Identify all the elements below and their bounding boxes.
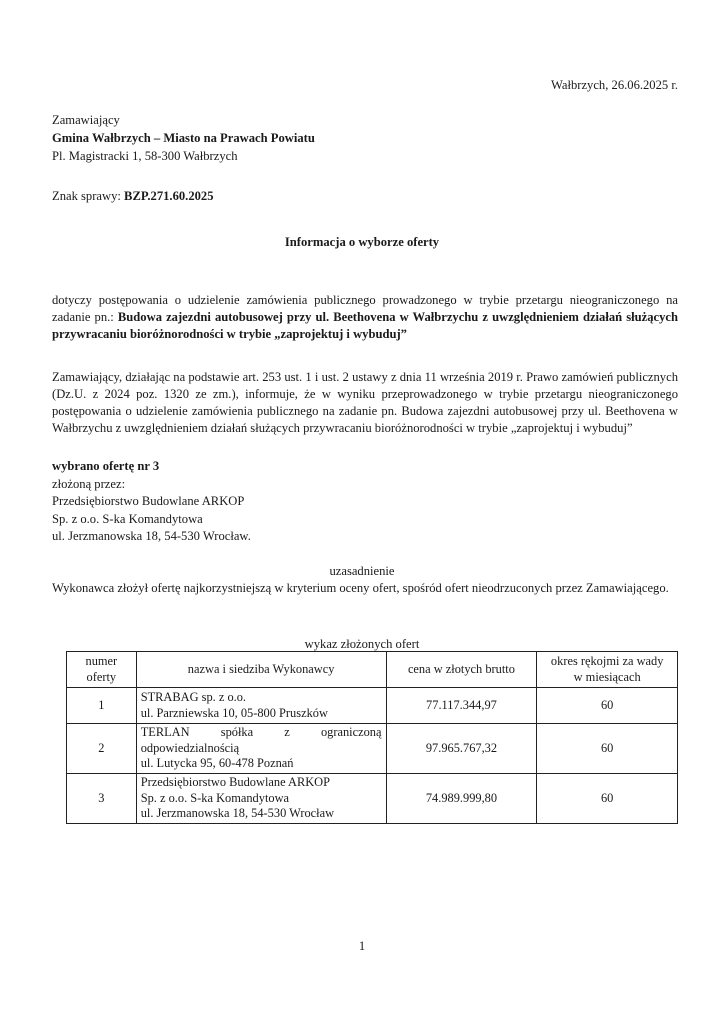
contractor-name-word: ograniczoną [320,725,382,740]
selected-offer: wybrano ofertę nr 3 [52,459,160,473]
offer-number: 3 [67,774,137,824]
case-ref-value: BZP.271.60.2025 [124,189,214,203]
orderer-address: Pl. Magistracki 1, 58-300 Wałbrzych [52,149,238,163]
contractor-name-word: spółka [220,725,254,740]
contractor-name-line1 [141,725,382,741]
document-heading: Informacja o wyborze oferty [284,235,440,249]
header-warranty [537,652,678,688]
case-ref-label: Znak sprawy: [52,189,125,203]
contractor-name-word: z [284,725,290,740]
header-price: cena w złotych brutto [386,652,537,688]
table-row [67,724,678,774]
contractor-name-line2: odpowiedzialnością [140,740,240,755]
contractor-name-line2: Sp. z o.o. S-ka Komandytowa [140,790,290,805]
offers-table [66,651,678,824]
header-number-line2: oferty [86,669,117,684]
header-offer-number [67,652,137,688]
contractor-address: ul. Jerzmanowska 18, 54-530 Wrocław [140,806,335,821]
offer-price: 77.117.344,97 [386,688,537,724]
offer-number: 2 [67,724,137,774]
winner-address: ul. Jerzmanowska 18, 54-530 Wrocław. [52,529,251,543]
table-row [67,774,678,824]
subject-lead: dotyczy postępowania o udzielenie zamówienia publicznego prowadzonego w trybie przetargu nieograniczonego na zadanie pn.: [52,293,678,324]
orderer-name: Gmina Wałbrzych – Miasto na Prawach Powiatu [52,131,315,145]
table-row [67,688,678,724]
offer-price: 97.965.767,32 [386,724,537,774]
subject-title: Budowa zajezdni autobusowej przy ul. Beethovena w Wałbrzychu z uwzględnieniem działań służących przywracaniu bioróżnorodności w trybie „zaprojektuj i wybuduj” [52,310,678,341]
offer-warranty: 60 [537,688,678,724]
contractor-name-word: TERLAN [140,725,190,740]
contractor-cell [136,724,386,774]
offers-table-header [67,652,678,688]
orderer-block [52,112,315,166]
contractor-address: ul. Lutycka 95, 60-478 Poznań [140,756,294,771]
justification-label: uzasadnienie [329,564,395,578]
offer-number: 1 [67,688,137,724]
header-warranty-line2: w miesiącach [573,669,641,684]
contractor-cell [136,688,386,724]
justification-text: Wykonawca złożył ofertę najkorzystniejszą w kryterium oceny ofert, spośród ofert nieodrzuconych przez Zamawiającego. [52,581,669,595]
decision-text: Zamawiający, działając na podstawie art. 253 ust. 1 i ust. 2 ustawy z dnia 11 września 2019 r. Prawo zamówień publicznych (Dz.U. z 2024 poz. 1320 ze zm.), informuje, że w wyniku przeprowadzonego w trybie przetargu nieograniczonego postępowania o udzielenie zamówienia publicznego na zadanie pn. Budowa zajezdni autobusowej przy ul. Beethovena w Wałbrzychu z uwzględnieniem działań służących przywracaniu bioróżnorodności w trybie „zaprojektuj i wybuduj” [52,370,678,435]
subject-paragraph [52,292,678,343]
offer-warranty: 60 [537,724,678,774]
orderer-label: Zamawiający [52,113,120,127]
decision-paragraph [52,369,678,437]
offers-table-caption: wykaz złożonych ofert [304,637,420,651]
page-number: 1 [358,939,366,953]
header-warranty-line1: okres rękojmi za wady [550,654,664,668]
winner-block [52,458,251,546]
offer-price: 74.989.999,80 [386,774,537,824]
header-number-line1: numer [85,654,118,668]
submitted-by-label: złożoną przez: [52,476,126,491]
place-date: Wałbrzych, 26.06.2025 r. [551,78,678,92]
contractor-name: STRABAG sp. z o.o. [140,690,247,704]
contractor-address: ul. Parzniewska 10, 05-800 Pruszków [140,705,328,720]
header-contractor: nazwa i siedziba Wykonawcy [136,652,386,688]
contractor-name-line1: Przedsiębiorstwo Budowlane ARKOP [140,775,330,790]
offer-warranty: 60 [537,774,678,824]
winner-name-line2: Sp. z o.o. S-ka Komandytowa [52,511,203,526]
winner-name-line1: Przedsiębiorstwo Budowlane ARKOP [52,494,245,508]
contractor-cell [136,774,386,824]
case-reference [52,188,214,205]
